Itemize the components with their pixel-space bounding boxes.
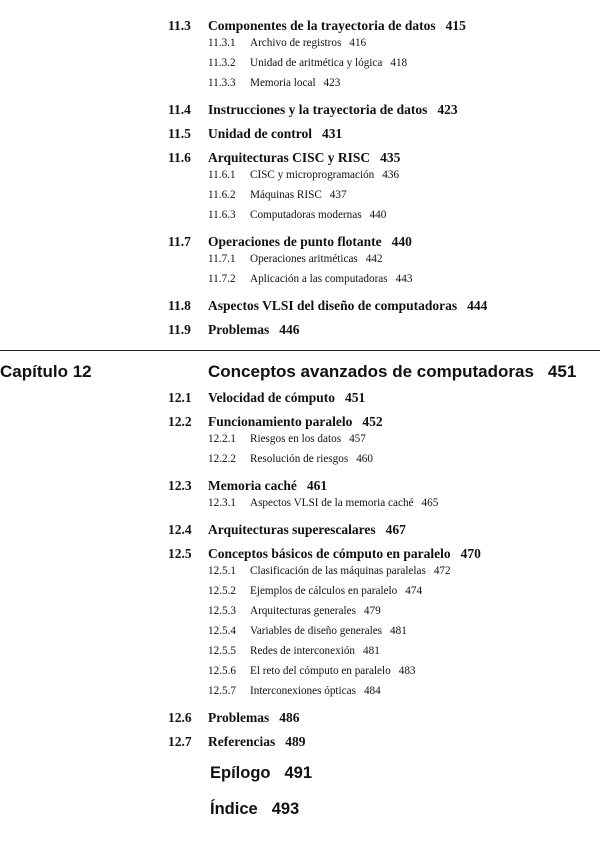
section-title: Conceptos básicos de cómputo en paralelo [208,546,451,561]
section-number: 11.9 [168,322,191,337]
toc-section-entry [168,298,487,314]
back-matter-title: Índice [210,800,258,818]
subsection-page-number: 423 [323,77,341,89]
chapter-page-number: 451 [547,362,577,381]
toc-subsection-entry [208,645,380,657]
section-page-number: 461 [306,478,328,493]
subsection-title: Máquinas RISC [250,189,322,201]
toc-subsection-entry [208,57,407,69]
toc-section-entry [168,126,342,142]
subsection-title: Resolución de riesgos [250,453,349,465]
toc-subsection-entry [208,605,381,617]
section-title: Velocidad de cómputo [208,390,336,405]
subsection-page-number: 416 [349,37,367,49]
subsection-number: 11.3.2 [208,57,236,69]
chapter-title-text: Conceptos avanzados de computadoras [208,362,534,381]
subsection-page-number: 483 [398,665,416,677]
section-number: 12.4 [168,522,192,537]
subsection-page-number: 457 [349,433,366,445]
section-title: Instrucciones y la trayectoria de datos [208,102,428,117]
subsection-title: El reto del cómputo en paralelo [250,665,391,677]
toc-subsection-entry [208,685,381,697]
section-number: 12.2 [168,414,192,429]
toc-subsection-entry [208,565,451,577]
section-title: Arquitecturas CISC y RISC [208,150,371,165]
section-title: Funcionamiento paralelo [208,414,353,429]
toc-section-entry [168,150,400,166]
subsection-number: 12.2.2 [208,453,236,465]
toc-subsection-entry [208,169,399,181]
toc-section-entry [168,710,300,726]
subsection-page-number: 442 [365,253,383,265]
subsection-number: 11.6.1 [208,169,236,181]
toc-section-entry [168,322,300,338]
subsection-number: 11.7.1 [208,253,236,265]
toc-section-entry [168,102,458,118]
section-number: 12.7 [168,734,192,749]
subsection-number: 11.6.2 [208,189,236,201]
section-page-number: 467 [385,522,406,537]
subsection-page-number: 418 [390,57,408,69]
section-number: 12.3 [168,478,192,493]
subsection-title: Variables de diseño generales [250,625,383,637]
toc-subsection-entry [208,433,366,445]
subsection-page-number: 436 [382,169,400,181]
subsection-number: 12.5.5 [208,645,236,657]
subsection-page-number: 443 [395,273,413,285]
chapter-divider [0,350,600,351]
chapter-label: Capítulo 12 [0,362,92,381]
subsection-page-number: 465 [421,497,439,509]
subsection-title: Unidad de aritmética y lógica [250,57,383,69]
section-title: Operaciones de punto flotante [208,234,382,249]
toc-subsection-entry [208,273,412,285]
toc-subsection-entry [208,585,422,597]
toc-section-entry [168,546,481,562]
toc-subsection-entry [208,37,366,49]
subsection-number: 12.5.1 [208,565,236,577]
toc-section-entry [168,390,365,406]
toc-subsection-entry [208,77,340,89]
subsection-number: 12.3.1 [208,497,236,509]
subsection-title: Aplicación a las computadoras [250,273,388,285]
subsection-number: 11.7.2 [208,273,236,285]
subsection-number: 11.6.3 [208,209,236,221]
toc-subsection-entry [208,497,438,509]
subsection-page-number: 460 [356,453,373,465]
section-number: 11.5 [168,126,191,141]
section-number: 12.6 [168,710,192,725]
section-page-number: 444 [467,298,488,313]
subsection-title: Archivo de registros [250,37,342,49]
subsection-number: 12.5.6 [208,665,236,677]
subsection-page-number: 481 [390,625,407,637]
subsection-number: 12.5.4 [208,625,236,637]
subsection-title: Ejemplos de cálculos en paralelo [250,585,398,597]
section-page-number: 440 [391,234,412,249]
toc-subsection-entry [208,453,373,465]
section-title: Referencias [208,734,276,749]
toc-section-entry [168,234,412,250]
chapter-title [208,362,576,382]
section-page-number: 489 [285,734,306,749]
section-title: Aspectos VLSI del diseño de computadoras [208,298,458,313]
subsection-title: Computadoras modernas [250,209,362,221]
toc-section-entry [168,478,327,494]
subsection-page-number: 472 [433,565,451,577]
section-page-number: 415 [445,18,466,33]
section-title: Componentes de la trayectoria de datos [208,18,436,33]
toc-subsection-entry [208,665,416,677]
subsection-page-number: 437 [329,189,347,201]
subsection-title: Riesgos en los datos [250,433,342,445]
section-number: 11.7 [168,234,191,249]
subsection-number: 12.5.7 [208,685,236,697]
toc-subsection-entry [208,209,386,221]
toc-section-entry [168,414,383,430]
subsection-number: 12.5.2 [208,585,236,597]
toc-subsection-entry [208,625,407,637]
section-number: 11.8 [168,298,191,313]
section-page-number: 486 [279,710,300,725]
subsection-number: 12.2.1 [208,433,236,445]
toc-section-entry [168,522,406,538]
section-number: 11.6 [168,150,191,165]
subsection-title: Aspectos VLSI de la memoria caché [250,497,414,509]
subsection-number: 11.3.3 [208,77,236,89]
section-page-number: 431 [322,126,343,141]
back-matter-title: Epílogo [210,764,271,782]
section-page-number: 423 [437,102,458,117]
subsection-title: CISC y microprogramación [250,169,375,181]
section-number: 12.5 [168,546,192,561]
section-page-number: 452 [362,414,383,429]
back-matter-entry [210,764,312,783]
back-matter-page-number: 493 [271,800,300,818]
section-page-number: 470 [460,546,481,561]
subsection-title: Redes de interconexión [250,645,356,657]
section-title: Unidad de control [208,126,313,141]
subsection-title: Clasificación de las máquinas paralelas [250,565,426,577]
section-page-number: 446 [279,322,300,337]
toc-section-entry [168,734,305,750]
section-number: 11.4 [168,102,191,117]
section-page-number: 435 [380,150,401,165]
back-matter-entry [210,800,299,819]
section-page-number: 451 [345,390,366,405]
subsection-title: Memoria local [250,77,316,89]
subsection-page-number: 479 [363,605,381,617]
subsection-title: Operaciones aritméticas [250,253,358,265]
subsection-page-number: 481 [363,645,380,657]
subsection-page-number: 484 [363,685,381,697]
toc-subsection-entry [208,189,347,201]
toc-subsection-entry [208,253,383,265]
section-title: Problemas [208,322,270,337]
section-number: 12.1 [168,390,192,405]
subsection-title: Interconexiones ópticas [250,685,356,697]
section-title: Arquitecturas superescalares [208,522,376,537]
subsection-number: 11.3.1 [208,37,236,49]
section-title: Memoria caché [208,478,297,493]
section-number: 11.3 [168,18,191,33]
subsection-title: Arquitecturas generales [250,605,356,617]
subsection-number: 12.5.3 [208,605,236,617]
subsection-page-number: 440 [369,209,387,221]
back-matter-page-number: 491 [284,764,313,782]
section-title: Problemas [208,710,270,725]
subsection-page-number: 474 [405,585,423,597]
toc-section-entry [168,18,466,34]
